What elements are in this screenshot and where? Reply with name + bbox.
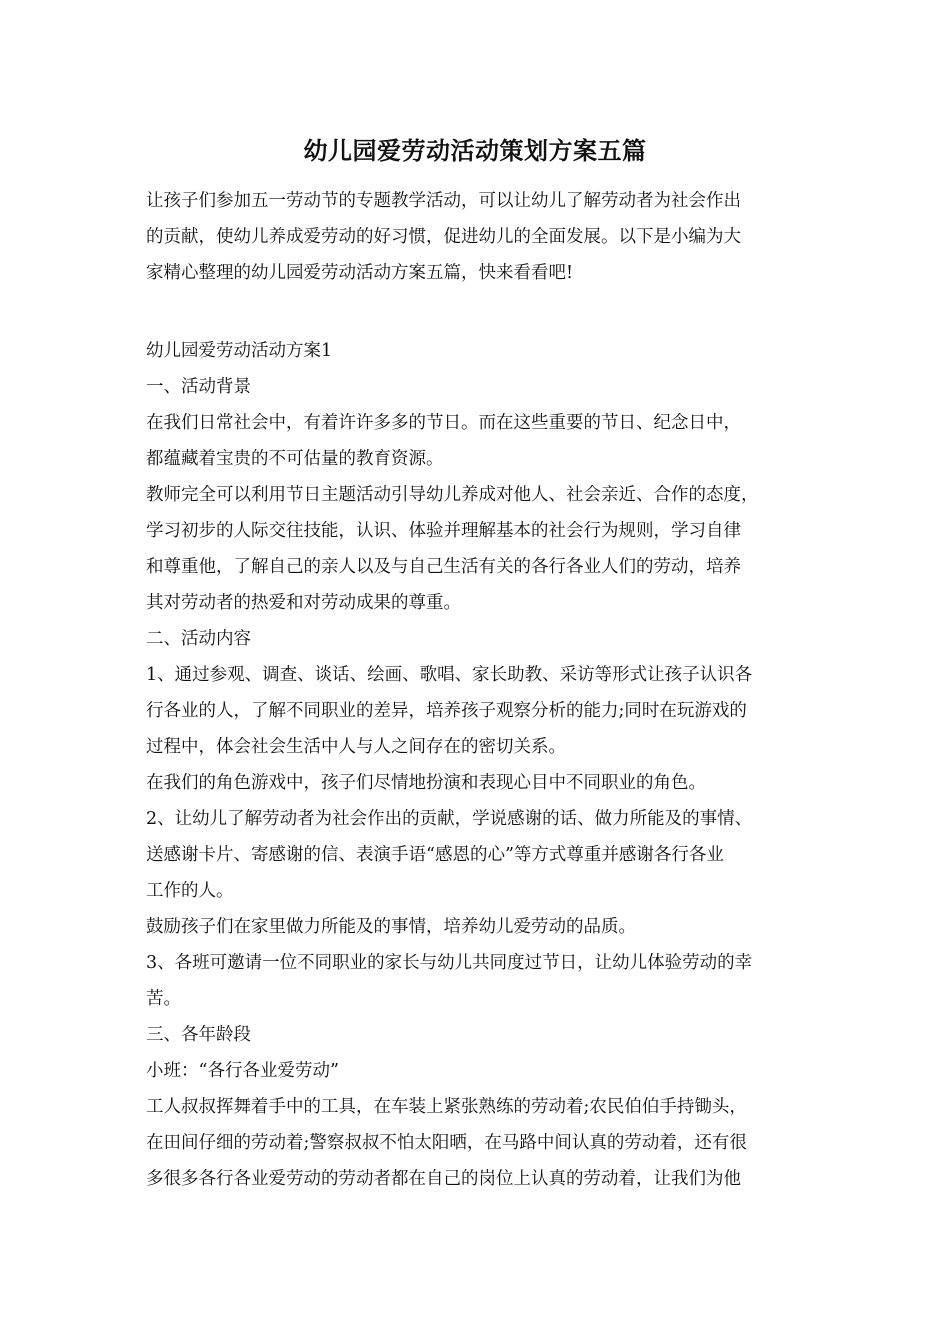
document-body [146,183,821,1197]
content-line: 1、通过参观、调查、谈话、绘画、歌唱、家长助教、采访等形式让孩子认识各 [146,665,753,685]
background-line: 其对劳动者的热爱和对劳动成果的尊重。 [146,593,461,613]
intro-line: 让孩子们参加五一劳动节的专题教学活动，可以让幼儿了解劳动者为社会作出 [146,191,741,211]
content-line: 在我们的角色游戏中，孩子们尽情地扮演和表现心目中不同职业的角色。 [146,773,706,793]
content-line: 3、各班可邀请一位不同职业的家长与幼儿共同度过节日，让幼儿体验劳动的幸 [146,953,753,973]
content-line: 过程中，体会社会生活中人与人之间存在的密切关系。 [146,737,566,757]
blank-line [146,291,821,327]
small-class-line: 在田间仔细的劳动着;警察叔叔不怕太阳晒，在马路中间认真的劳动着，还有很 [146,1133,747,1153]
section-heading: 幼儿园爱劳动活动方案1 [146,341,333,361]
document-title: 幼儿园爱劳动活动策划方案五篇 [303,136,647,165]
content-line: 2、让幼儿了解劳动者为社会作出的贡献，学说感谢的话、做力所能及的事情、 [146,809,753,829]
small-class-heading: 小班：“各行各业爱劳动” [146,1061,339,1081]
content-line: 苦。 [146,989,181,1009]
background-line: 学习初步的人际交往技能，认识、体验并理解基本的社会行为规则，学习自律 [146,521,741,541]
intro-line: 的贡献，使幼儿养成爱劳动的好习惯，促进幼儿的全面发展。以下是小编为大 [146,227,741,247]
content-line: 工作的人。 [146,881,234,901]
content-line: 鼓励孩子们在家里做力所能及的事情，培养幼儿爱劳动的品质。 [146,917,636,937]
background-line: 都蕴藏着宝贵的不可估量的教育资源。 [146,449,444,469]
age-heading: 三、各年龄段 [146,1025,251,1045]
intro-line: 家精心整理的幼儿园爱劳动活动方案五篇，快来看看吧! [146,263,574,283]
background-line: 和尊重他，了解自己的亲人以及与自己生活有关的各行各业人们的劳动，培养 [146,557,741,577]
background-line: 在我们日常社会中，有着许许多多的节日。而在这些重要的节日、纪念日中， [146,413,741,433]
content-line: 送感谢卡片、寄感谢的信、表演手语“感恩的心”等方式尊重并感谢各行各业 [146,845,724,865]
background-line: 教师完全可以利用节日主题活动引导幼儿养成对他人、社会亲近、合作的态度， [146,485,759,505]
small-class-line: 多很多各行各业爱劳动的劳动者都在自己的岗位上认真的劳动着，让我们为他 [146,1169,741,1189]
content-line: 行各业的人，了解不同职业的差异，培养孩子观察分析的能力;同时在玩游戏的 [146,701,747,721]
background-heading: 一、活动背景 [146,377,251,397]
small-class-line: 工人叔叔挥舞着手中的工具，在车装上紧张熟练的劳动着;农民伯伯手持锄头， [146,1097,747,1117]
content-heading: 二、活动内容 [146,629,251,649]
